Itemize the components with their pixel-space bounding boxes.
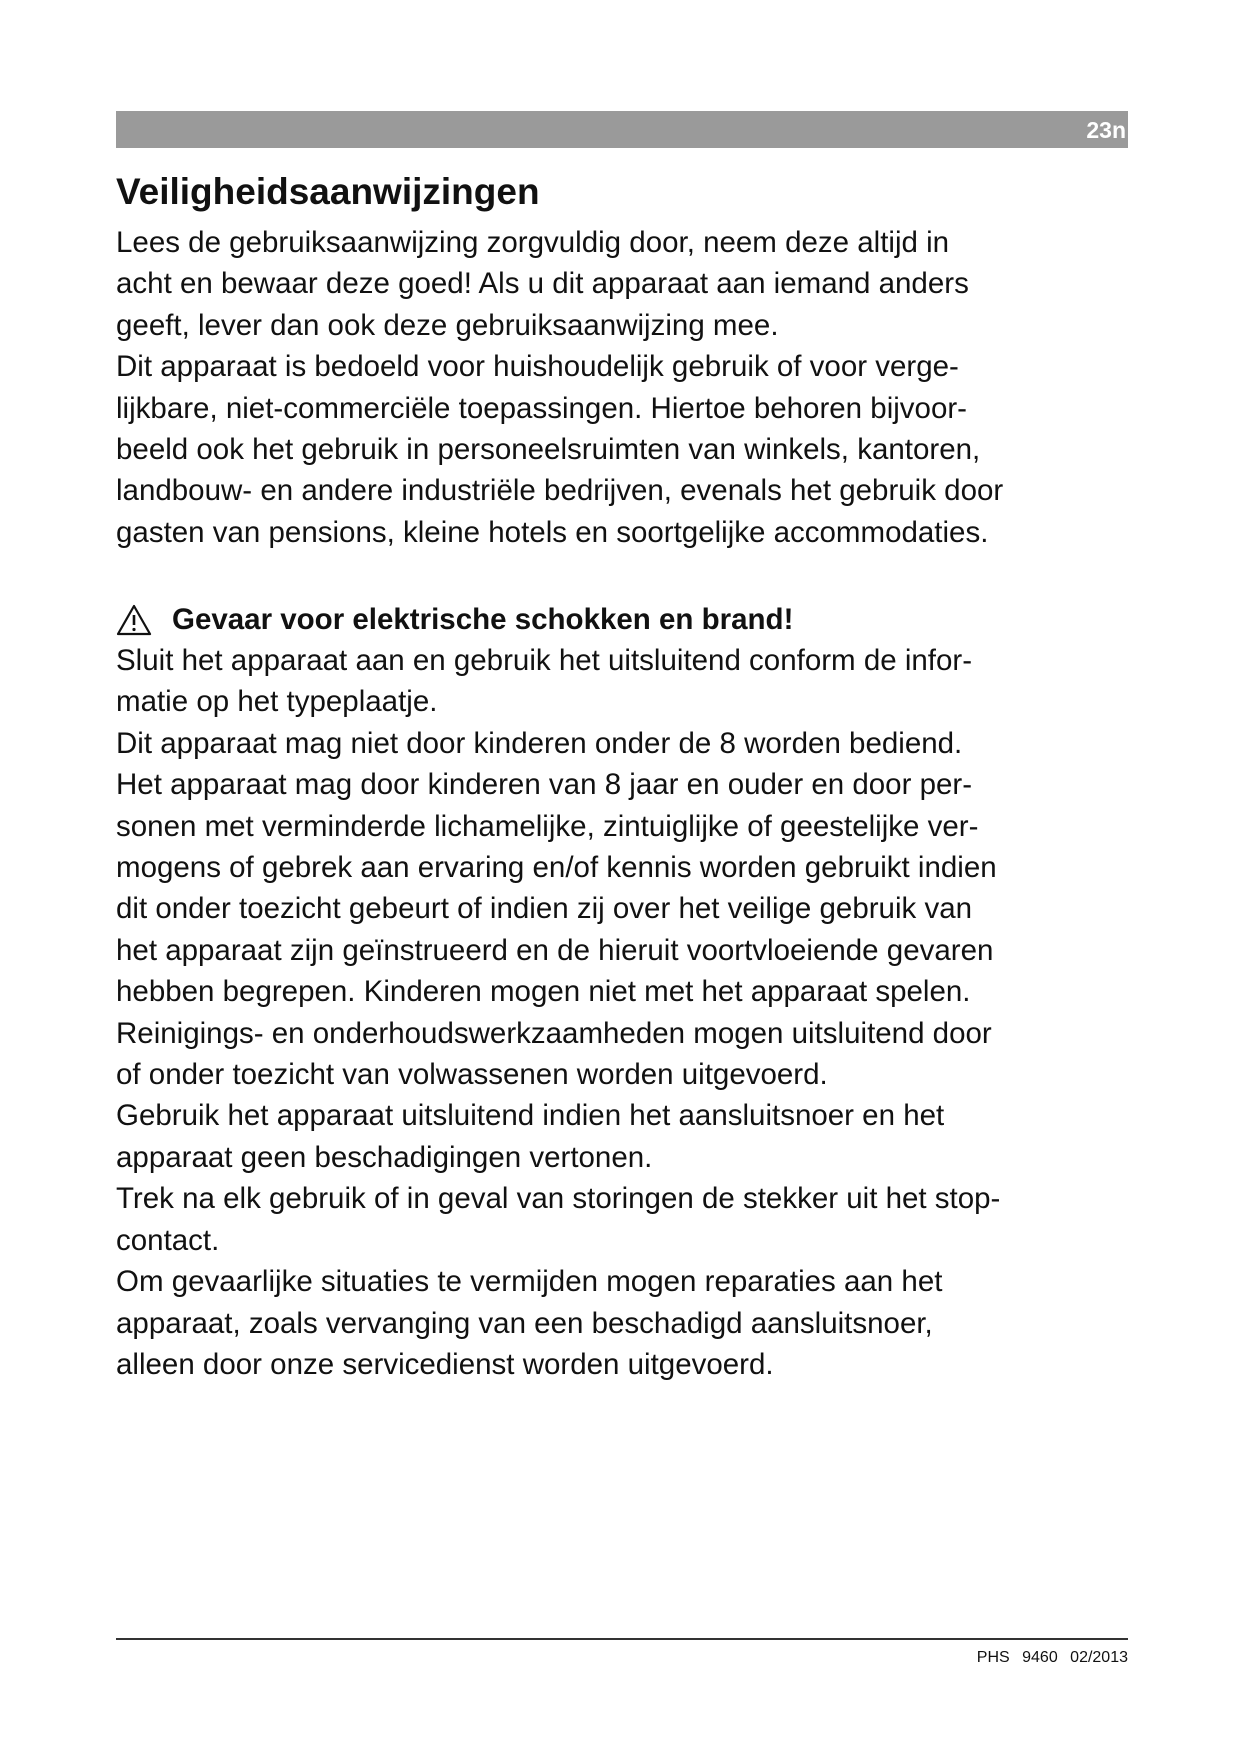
warning-triangle-icon [116,604,152,636]
text-line: apparaat geen beschadigingen vertonen. [116,1140,653,1174]
text-line: contact. [116,1223,220,1257]
warning-heading [116,599,793,640]
text-line: landbouw- en andere industriële bedrijven, evenals het gebruik door [116,474,1004,508]
text-line: Sluit het apparaat aan en gebruik het uitsluitend conform de infor- [116,644,973,677]
text-line: Om gevaarlijke situaties te vermijden mogen reparaties aan het [116,1265,943,1299]
text-line: dit onder toezicht gebeurt of indien zij over het veilige gebruik van [116,892,973,926]
text-line: Gebruik het apparaat uitsluitend indien het aansluitsnoer en het [116,1099,945,1133]
text-line: matie op het typeplaatje. [116,685,438,719]
page-title: Veiligheidsaanwijzingen [116,171,540,212]
text-line: hebben begrepen. Kinderen mogen niet met het apparaat spelen. [116,975,971,1009]
text-line: gasten van pensions, kleine hotels en soortgelijke accommodaties. [116,515,989,549]
text-line: geeft, lever dan ook deze gebruiksaanwijzing mee. [116,308,779,342]
footer-model-date: PHS 9460 02/2013 [976,1649,1128,1666]
warning-paragraph [116,640,1146,1385]
text-line: mogens of gebrek aan ervaring en/of kennis worden gebruikt indien [116,851,997,885]
text-line: of onder toezicht van volwassenen worden uitgevoerd. [116,1058,828,1092]
text-line: lijkbare, niet-commerciële toepassingen. Hiertoe behoren bijvoor- [116,391,968,425]
text-line: Dit apparaat mag niet door kinderen onder de 8 worden bediend. [116,726,963,760]
header-bar [116,111,1128,148]
page-number: 23n [1086,117,1126,143]
text-line: acht en bewaar deze goed! Als u dit apparaat aan iemand anders [116,267,969,301]
footer-divider [116,1638,1128,1640]
text-line: Reinigings- en onderhoudswerkzaamheden mogen uitsluitend door [116,1016,992,1050]
text-line: alleen door onze servicedienst worden uitgevoerd. [116,1347,774,1381]
text-line: Trek na elk gebruik of in geval van storingen de stekker uit het stop- [116,1182,1001,1216]
warning-heading-text: Gevaar voor elektrische schokken en brand! [172,603,794,636]
text-line: Dit apparaat is bedoeld voor huishoudelijk gebruik of voor verge- [116,350,959,384]
intro-paragraph [116,222,1146,553]
text-line: beeld ook het gebruik in personeelsruimten van winkels, kantoren, [116,433,981,467]
text-line: apparaat, zoals vervanging van een beschadigd aansluitsnoer, [116,1306,933,1340]
text-line: sonen met verminderde lichamelijke, zintuiglijke of geestelijke ver- [116,809,979,843]
text-line: Het apparaat mag door kinderen van 8 jaar en ouder en door per- [116,768,973,802]
text-line: Lees de gebruiksaanwijzing zorgvuldig door, neem deze altijd in [116,226,950,259]
text-line: het apparaat zijn geïnstrueerd en de hieruit voortvloeiende gevaren [116,933,994,967]
